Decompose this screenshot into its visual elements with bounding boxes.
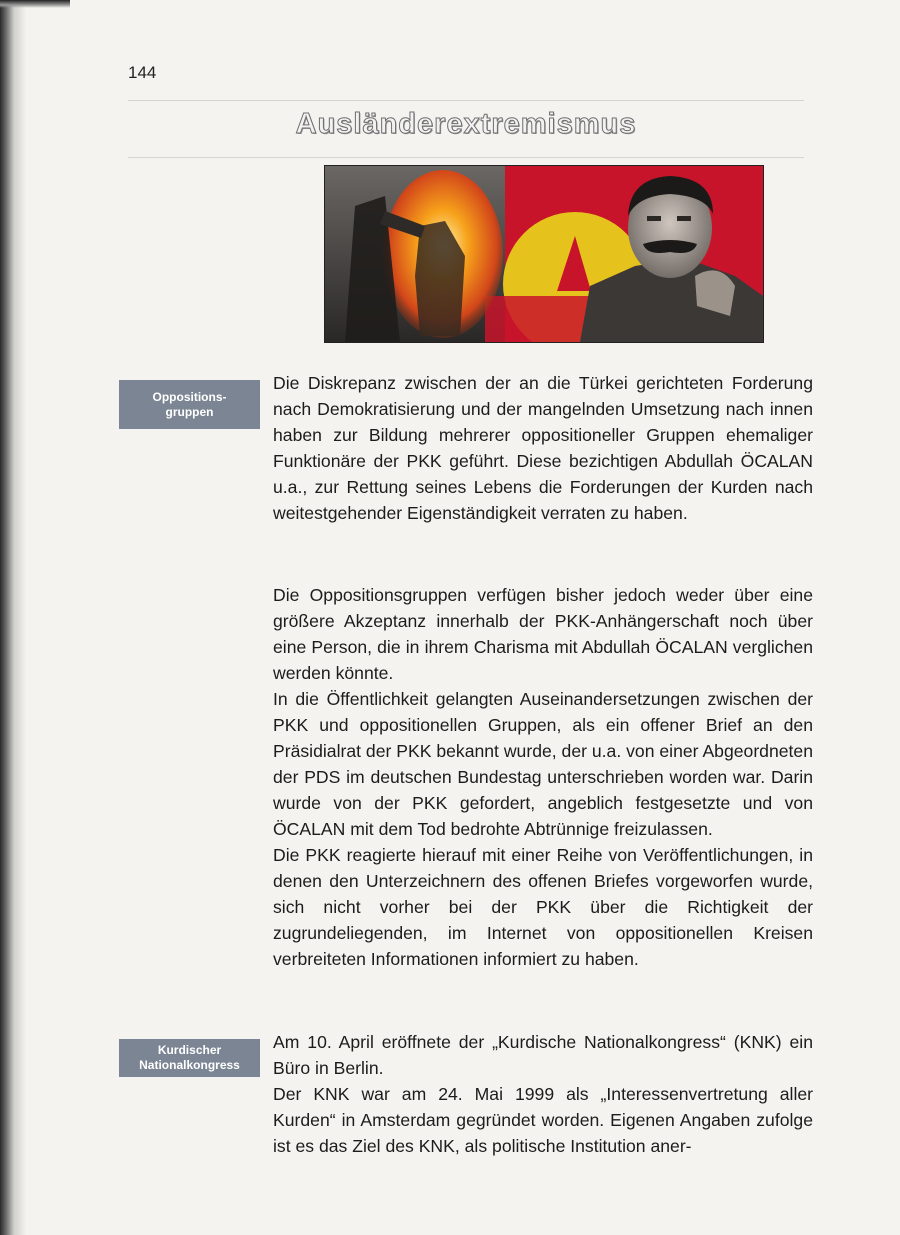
paragraph: Am 10. April eröffnete der „Kurdische Nationalkongress“ (KNK) ein Büro in Berlin.: [273, 1032, 813, 1078]
paragraph: Die Oppositionsgruppen verfügen bisher jedoch weder über eine größere Akzeptanz innerhalb der PKK-Anhängerschaft noch über eine Person, die in ihrem Charisma mit Abdullah ÖCALAN verglichen werden könnte.: [273, 585, 813, 683]
scan-edge-shadow: [0, 0, 26, 1235]
section-oppositionsgruppen-part1: [273, 370, 813, 526]
running-head: Ausländerextremismus: [295, 108, 637, 140]
margin-note-oppositionsgruppen: [119, 380, 260, 429]
margin-note-knk: [119, 1039, 260, 1077]
news-photo: [324, 165, 764, 343]
margin-note-label: Oppositions- gruppen: [152, 389, 227, 419]
scan-edge-corner: [0, 0, 70, 8]
paragraph: Die PKK reagierte hierauf mit einer Reihe von Veröffentlichungen, in denen den Unterzeichnern des offenen Briefes vorgeworfen wurde, sich nicht vorher bei der PKK über die Richtigkeit der zugrundeliegenden, im Internet von oppositionellen Kreisen verbreiteten Informationen informiert zu haben.: [273, 845, 813, 969]
margin-note-label: Kurdischer Nationalkongress: [139, 1043, 240, 1072]
page-number: 144: [128, 63, 157, 82]
paragraph: Der KNK war am 24. Mai 1999 als „Interessenvertretung aller Kurden“ in Amsterdam gegründet worden. Eigenen Angaben zufolge ist es das Ziel des KNK, als politische Institution aner-: [273, 1084, 813, 1156]
header-rule-top: [128, 100, 804, 101]
section-knk: [273, 1029, 813, 1159]
paragraph: Die Diskrepanz zwischen der an die Türkei gerichteten Forderung nach Demokratisierung und der mangelnden Umsetzung nach innen haben zur Bildung mehrerer oppositioneller Gruppen ehemaliger Funktionäre der PKK geführt. Diese bezichtigen Abdullah ÖCALAN u.a., zur Rettung seines Lebens die Forderungen der Kurden nach weitestgehender Eigenständigkeit verraten zu haben.: [273, 373, 813, 523]
header-rule-bottom: [128, 157, 804, 158]
paragraph: In die Öffentlichkeit gelangten Auseinandersetzungen zwischen der PKK und oppositionellen Gruppen, als ein offener Brief an den Präsidialrat der PKK bekannt wurde, der u.a. von einer Abgeordneten der PDS im deutschen Bundestag unterschrieben worden war. Darin wurde von der PKK gefordert, angeblich festgesetzte und von ÖCALAN mit dem Tod bedrohte Abtrünnige freizulassen.: [273, 689, 813, 839]
section-oppositionsgruppen-part2: [273, 582, 813, 972]
